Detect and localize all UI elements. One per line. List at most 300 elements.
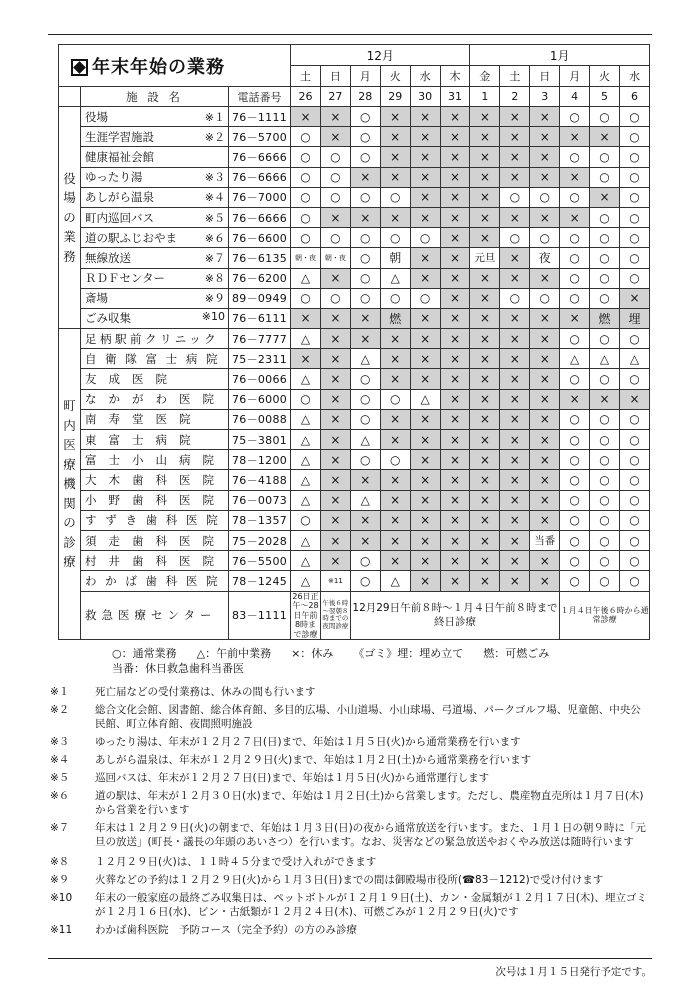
status-cell: × xyxy=(440,430,470,450)
facility-name: 大木歯科医院 xyxy=(85,472,226,487)
status-cell: ○ xyxy=(291,207,321,227)
day-header: 3 xyxy=(530,87,560,107)
table-row xyxy=(59,248,650,268)
status-cell: ○ xyxy=(350,187,380,207)
facility-name: 東富士病院 xyxy=(85,432,203,447)
phone-number: 76－6666 xyxy=(229,147,291,167)
status-cell: × xyxy=(380,409,410,429)
status-cell: × xyxy=(440,187,470,207)
table-row xyxy=(59,510,650,530)
note-mark: ※３ xyxy=(50,736,70,748)
status-cell: × xyxy=(440,349,470,369)
table-row xyxy=(59,490,650,510)
note-mark: ※１ xyxy=(50,686,70,698)
status-cell: △ xyxy=(410,389,440,409)
emergency-period-4-text: １月４日午後６時から通常診療 xyxy=(560,605,649,625)
status-cell: ○ xyxy=(620,167,650,187)
status-cell: × xyxy=(440,490,470,510)
note-item xyxy=(50,873,650,887)
status-cell: × xyxy=(530,329,560,349)
status-cell: ○ xyxy=(590,571,620,591)
facility-name-cell xyxy=(81,127,229,147)
status-cell: ○ xyxy=(350,409,380,429)
status-cell: ○ xyxy=(590,490,620,510)
status-cell: ○ xyxy=(530,228,560,248)
status-cell: ○ xyxy=(560,107,590,127)
table-row xyxy=(59,308,650,328)
status-cell: × xyxy=(320,308,350,328)
status-cell: ○ xyxy=(560,187,590,207)
status-cell: ○ xyxy=(350,288,380,308)
facility-name-cell xyxy=(81,551,229,571)
status-cell: × xyxy=(440,127,470,147)
status-cell: × xyxy=(440,248,470,268)
status-cell: × xyxy=(440,551,470,571)
status-cell: ○ xyxy=(590,147,620,167)
note-mark: ※２ xyxy=(50,704,70,716)
emergency-name: 救急医療センター xyxy=(81,591,229,640)
status-cell: 埋 xyxy=(620,308,650,328)
status-cell: ○ xyxy=(380,288,410,308)
status-cell: × xyxy=(470,349,500,369)
status-cell: ○ xyxy=(380,228,410,248)
facility-name-cell xyxy=(81,389,229,409)
phone-number: 76－6111 xyxy=(229,308,291,328)
status-cell: × xyxy=(380,551,410,571)
status-cell: × xyxy=(410,268,440,288)
phone-number: 76－5500 xyxy=(229,551,291,571)
weekday-header: 金 xyxy=(470,66,500,87)
facility-name: 自衛隊富士病院 xyxy=(85,351,227,366)
status-cell: × xyxy=(320,268,350,288)
weekday-header: 月 xyxy=(350,66,380,87)
status-cell: × xyxy=(500,571,530,591)
status-cell: × xyxy=(470,510,500,530)
table-row xyxy=(59,530,650,550)
status-cell: × xyxy=(500,510,530,530)
weekday-header: 日 xyxy=(530,66,560,87)
status-cell: ○ xyxy=(620,127,650,147)
status-cell: × xyxy=(440,450,470,470)
status-cell: ○ xyxy=(590,248,620,268)
note-item xyxy=(50,685,650,699)
status-cell: × xyxy=(320,349,350,369)
status-cell: × xyxy=(530,389,560,409)
status-cell: ○ xyxy=(590,228,620,248)
note-item xyxy=(50,789,650,817)
status-cell: × xyxy=(530,127,560,147)
status-cell: × xyxy=(590,389,620,409)
status-cell: × xyxy=(530,450,560,470)
status-cell: × xyxy=(440,308,470,328)
title-cell xyxy=(59,45,291,87)
phone-number: 76－0066 xyxy=(229,369,291,389)
legend-landfill: 《ゴミ》埋：埋め立て xyxy=(353,647,464,660)
status-cell: × xyxy=(320,530,350,550)
status-cell: × xyxy=(620,288,650,308)
status-cell: ○ xyxy=(590,288,620,308)
status-cell: ○ xyxy=(560,329,590,349)
status-cell: × xyxy=(410,470,440,490)
note-mark: ※９ xyxy=(50,874,70,886)
note-mark: ※５ xyxy=(50,772,70,784)
phone-number: 76－6666 xyxy=(229,167,291,187)
status-cell: × xyxy=(500,308,530,328)
facility-name-cell xyxy=(81,147,229,167)
status-cell: × xyxy=(380,207,410,227)
status-cell: × xyxy=(470,167,500,187)
status-cell: × xyxy=(470,551,500,571)
note-text: 死亡届などの受付業務は、休みの間も行います xyxy=(95,686,316,698)
table-row xyxy=(59,107,650,127)
facility-note-ref: ※10 xyxy=(201,310,225,324)
status-cell: × xyxy=(410,329,440,349)
status-cell: × xyxy=(410,127,440,147)
status-cell: × xyxy=(530,207,560,227)
status-cell: ○ xyxy=(620,369,650,389)
status-cell: × xyxy=(320,490,350,510)
status-cell: ○ xyxy=(530,288,560,308)
table-row xyxy=(59,268,650,288)
emergency-phone: 83－1111 xyxy=(229,591,291,640)
status-cell: × xyxy=(530,147,560,167)
status-cell: △ xyxy=(291,369,321,389)
facility-name: 健康福祉会館 xyxy=(85,149,154,164)
status-cell: × xyxy=(440,107,470,127)
status-cell: × xyxy=(470,571,500,591)
group-label-text: 町内医療機関の診療 xyxy=(63,398,76,570)
status-cell: △ xyxy=(291,490,321,510)
status-cell: × xyxy=(500,349,530,369)
status-cell: × xyxy=(380,329,410,349)
legend-line-2: 当番：休日救急歯科当番医 xyxy=(112,662,244,675)
status-cell: × xyxy=(500,369,530,389)
status-cell: × xyxy=(500,147,530,167)
note-text: 火葬などの予約は１２月２９日(火)から１月３日(日)までの間は御殿場市役所(☎83－1212)で受け付けます xyxy=(95,874,604,886)
facility-name-cell xyxy=(81,268,229,288)
legend-line-1 xyxy=(112,646,569,661)
note-mark: ※７ xyxy=(50,822,70,834)
schedule-body xyxy=(59,45,650,640)
facility-name-cell xyxy=(81,470,229,490)
status-cell: × xyxy=(350,530,380,550)
status-cell: × xyxy=(440,147,470,167)
status-cell: ○ xyxy=(380,389,410,409)
status-cell: △ xyxy=(291,430,321,450)
note-text: 道の駅は、年末が１２月３０日(水)まで、年始は１月２日(土)から営業します。ただし、農産物直売所は１月７日(木)から営業を行います xyxy=(95,790,644,816)
day-header: 4 xyxy=(560,87,590,107)
status-cell: × xyxy=(500,530,530,550)
facility-name-cell xyxy=(81,107,229,127)
status-cell: × xyxy=(560,389,590,409)
day-header: 2 xyxy=(500,87,530,107)
status-cell: × xyxy=(530,167,560,187)
diamond-square-icon xyxy=(71,59,88,76)
status-cell: × xyxy=(320,551,350,571)
weekday-header: 土 xyxy=(291,66,321,87)
day-header: 31 xyxy=(440,87,470,107)
facility-name: 役場 xyxy=(85,109,108,124)
status-cell: ○ xyxy=(620,530,650,550)
status-cell: ○ xyxy=(620,470,650,490)
status-cell: ○ xyxy=(560,510,590,530)
status-cell: × xyxy=(440,329,470,349)
table-row xyxy=(59,450,650,470)
facility-name: 小野歯科医院 xyxy=(85,493,226,508)
note-item xyxy=(50,703,650,731)
status-cell: × xyxy=(410,530,440,550)
day-header: 26 xyxy=(291,87,321,107)
status-cell: × xyxy=(500,470,530,490)
status-cell: × xyxy=(530,490,560,510)
phone-number: 76－1111 xyxy=(229,107,291,127)
status-cell: × xyxy=(320,127,350,147)
status-cell: △ xyxy=(291,450,321,470)
status-cell: ○ xyxy=(590,530,620,550)
facility-note-ref: ※２ xyxy=(204,130,225,144)
day-header: 30 xyxy=(410,87,440,107)
note-mark: ※10 xyxy=(50,892,73,904)
schedule-table xyxy=(58,44,650,640)
status-cell: × xyxy=(560,308,590,328)
status-cell: × xyxy=(410,430,440,450)
phone-number: 78－1245 xyxy=(229,571,291,591)
status-cell: ○ xyxy=(350,248,380,268)
status-cell: ○ xyxy=(620,187,650,207)
status-cell: × xyxy=(380,107,410,127)
status-cell: × xyxy=(350,510,380,530)
note-item xyxy=(50,821,650,849)
facility-name-cell xyxy=(81,510,229,530)
status-cell: ○ xyxy=(560,530,590,550)
status-cell: × xyxy=(320,207,350,227)
status-cell: ○ xyxy=(590,107,620,127)
status-cell: ○ xyxy=(291,127,321,147)
phone-number: 76－4188 xyxy=(229,470,291,490)
status-cell: × xyxy=(440,409,470,429)
note-mark: ※６ xyxy=(50,790,70,802)
status-cell: △ xyxy=(291,470,321,490)
status-cell: × xyxy=(470,490,500,510)
note-item xyxy=(50,855,650,869)
status-cell: × xyxy=(380,430,410,450)
status-cell: ○ xyxy=(590,510,620,530)
status-cell: × xyxy=(500,329,530,349)
status-cell: ○ xyxy=(560,248,590,268)
note-text: 総合文化会館、図書館、総合体育館、多目的広場、小山道場、小山球場、弓道場、パークゴルフ場、児童館、中央公民館、町立体育館、夜間照明施設 xyxy=(95,704,641,730)
status-cell: × xyxy=(470,268,500,288)
status-cell: × xyxy=(530,470,560,490)
weekday-header: 土 xyxy=(500,66,530,87)
group-label-text: 役場の業務 xyxy=(63,170,76,264)
table-row xyxy=(59,127,650,147)
status-cell: ○ xyxy=(500,288,530,308)
emergency-period-3 xyxy=(350,591,559,640)
facility-name-cell xyxy=(81,490,229,510)
status-cell: ○ xyxy=(560,409,590,429)
status-cell: × xyxy=(470,228,500,248)
status-cell: × xyxy=(620,389,650,409)
status-cell: △ xyxy=(620,349,650,369)
note-item xyxy=(50,753,650,767)
status-cell: ○ xyxy=(620,430,650,450)
status-cell: ○ xyxy=(291,288,321,308)
weekday-header: 火 xyxy=(380,66,410,87)
facility-name-cell xyxy=(81,248,229,268)
status-cell: × xyxy=(410,450,440,470)
status-cell: △ xyxy=(291,551,321,571)
tel-header: 電話番号 xyxy=(229,87,291,107)
status-cell: × xyxy=(410,369,440,389)
status-cell: × xyxy=(470,530,500,550)
status-cell: × xyxy=(440,389,470,409)
emergency-period-2-text: 午後６時～翌朝８時までの夜間診療 xyxy=(322,599,349,630)
facility-name: 無線放送 xyxy=(85,250,131,265)
status-cell: ○ xyxy=(350,571,380,591)
status-cell: ○ xyxy=(530,187,560,207)
status-cell: × xyxy=(530,409,560,429)
status-cell: × xyxy=(320,450,350,470)
status-cell: ※11 xyxy=(320,571,350,591)
status-cell: × xyxy=(440,369,470,389)
table-row xyxy=(59,551,650,571)
status-cell: ○ xyxy=(350,268,380,288)
status-cell: × xyxy=(320,470,350,490)
status-cell: × xyxy=(470,329,500,349)
table-row xyxy=(59,228,650,248)
status-cell: ○ xyxy=(590,369,620,389)
header-row-days xyxy=(59,87,650,107)
status-cell: × xyxy=(530,349,560,369)
status-cell: × xyxy=(320,409,350,429)
status-cell: 燃 xyxy=(380,308,410,328)
status-cell: × xyxy=(410,248,440,268)
facility-name: ＲＤＦセンター xyxy=(85,271,166,286)
weekday-header: 火 xyxy=(590,66,620,87)
status-cell: × xyxy=(440,207,470,227)
status-cell: △ xyxy=(350,430,380,450)
day-header: 1 xyxy=(470,87,500,107)
status-cell: ○ xyxy=(560,268,590,288)
status-cell: × xyxy=(530,510,560,530)
status-cell: × xyxy=(380,349,410,369)
note-text: 巡回バスは、年末が１２月２７日(日)まで、年始は１月５日(火)から通常運行します xyxy=(95,772,490,784)
status-cell: 夜 xyxy=(530,248,560,268)
status-cell: × xyxy=(470,127,500,147)
status-cell: × xyxy=(410,308,440,328)
status-cell: ○ xyxy=(620,248,650,268)
status-cell: × xyxy=(500,268,530,288)
facility-name-cell xyxy=(81,207,229,227)
table-row xyxy=(59,147,650,167)
month-january: 1月 xyxy=(470,45,650,66)
facility-name: 斎場 xyxy=(85,291,108,306)
facility-note-ref: ※６ xyxy=(204,231,225,245)
status-cell: ○ xyxy=(590,430,620,450)
weekday-header: 日 xyxy=(320,66,350,87)
note-text: 年末は１２月２９日(火)の朝まで、年始は１月３日(日)の夜から通常放送を行います。また、１月１日の朝９時に「元旦の放送」(町長・議長の年頭のあいさつ）を行います。なお、災害などの緊急放送やおくやみ放送は随時行います xyxy=(95,822,646,848)
table-row xyxy=(59,389,650,409)
status-cell: ○ xyxy=(560,430,590,450)
emergency-period-3-text: 12月29日午前８時～１月４日午前８時まで終日診療 xyxy=(352,602,558,629)
status-cell: ○ xyxy=(560,450,590,470)
facility-name: すずき歯科医院 xyxy=(85,513,227,528)
header-row-months xyxy=(59,45,650,66)
status-cell: ○ xyxy=(291,147,321,167)
table-row xyxy=(59,329,650,349)
status-cell: × xyxy=(500,389,530,409)
status-cell: × xyxy=(470,369,500,389)
status-cell: × xyxy=(350,167,380,187)
status-cell: ○ xyxy=(560,571,590,591)
status-cell: ○ xyxy=(620,268,650,288)
status-cell: × xyxy=(530,551,560,571)
facility-name: 友成医院 xyxy=(85,372,179,387)
status-cell: ○ xyxy=(590,450,620,470)
status-cell: △ xyxy=(291,268,321,288)
status-cell: × xyxy=(530,268,560,288)
status-cell: ○ xyxy=(560,551,590,571)
phone-number: 75－3801 xyxy=(229,430,291,450)
status-cell: × xyxy=(500,127,530,147)
emergency-period-2 xyxy=(320,591,350,640)
facility-note-ref: ※１ xyxy=(204,110,225,124)
status-cell: ○ xyxy=(590,268,620,288)
status-cell: × xyxy=(380,127,410,147)
status-cell: 朝・夜 xyxy=(320,248,350,268)
status-cell: ○ xyxy=(350,369,380,389)
status-cell: × xyxy=(470,207,500,227)
phone-number: 78－1200 xyxy=(229,450,291,470)
status-cell: △ xyxy=(350,349,380,369)
status-cell: × xyxy=(530,107,560,127)
status-cell: ○ xyxy=(350,551,380,571)
facility-name-cell xyxy=(81,349,229,369)
status-cell: ○ xyxy=(500,187,530,207)
status-cell: × xyxy=(560,207,590,227)
facility-note-ref: ※３ xyxy=(204,171,225,185)
status-cell: ○ xyxy=(560,288,590,308)
note-text: あしがら温泉は、年末が１２月２９日(火)まで、年始は１月２日(土)から通常業務を行います xyxy=(95,754,532,766)
status-cell: × xyxy=(590,127,620,147)
phone-number: 76－6200 xyxy=(229,268,291,288)
status-cell: ○ xyxy=(620,409,650,429)
note-text: わかば歯科医院 予防コース（完全予約）の方のみ診療 xyxy=(95,924,357,936)
notes-list xyxy=(50,685,650,941)
status-cell: × xyxy=(380,510,410,530)
status-cell: × xyxy=(470,187,500,207)
phone-number: 76－6000 xyxy=(229,389,291,409)
status-cell: × xyxy=(320,107,350,127)
table-row xyxy=(59,187,650,207)
note-text: 年末の一般家庭の最終ごみ収集日は、ペットボトルが１２月１９日(土)、カン・金属類が１２月１７日(木)、埋立ゴミが１２月１６日(水)、ビン・古紙類が１２月２４日(木)、可燃ごみが１２月２９日(火)です xyxy=(95,892,647,918)
footer-note: 次号は１月１５日発行予定です。 xyxy=(495,966,652,978)
status-cell: × xyxy=(470,107,500,127)
facility-name: 足柄駅前クリニック xyxy=(85,331,220,346)
status-cell: × xyxy=(470,470,500,490)
month-december: 12月 xyxy=(291,45,470,66)
status-cell: × xyxy=(500,207,530,227)
status-cell: ○ xyxy=(620,450,650,470)
status-cell: ○ xyxy=(380,187,410,207)
status-cell: × xyxy=(320,430,350,450)
status-cell: × xyxy=(350,308,380,328)
facility-name-cell xyxy=(81,571,229,591)
status-cell: × xyxy=(530,308,560,328)
status-cell: ○ xyxy=(500,228,530,248)
day-header: 29 xyxy=(380,87,410,107)
status-cell: × xyxy=(380,490,410,510)
